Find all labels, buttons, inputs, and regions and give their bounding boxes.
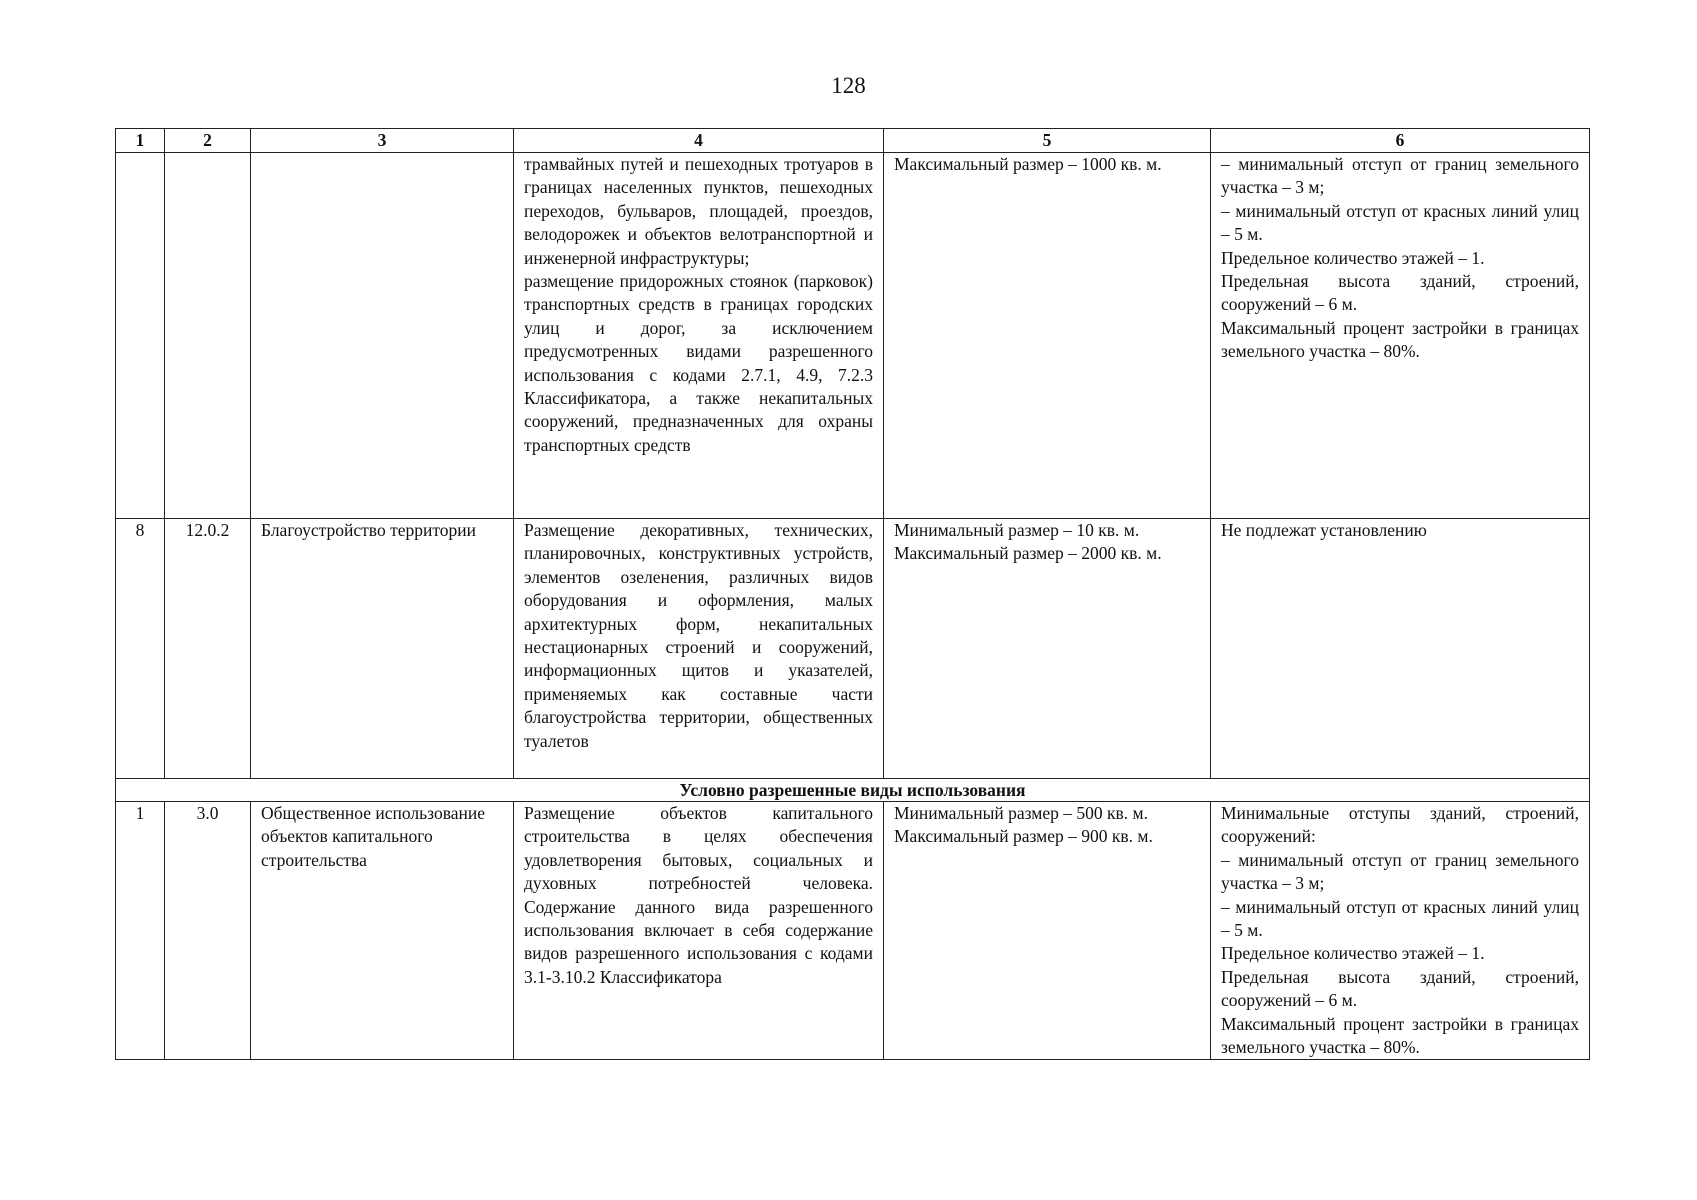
row-params — [1211, 153, 1590, 519]
size-line: Максимальный размер – 1000 кв. м. — [894, 154, 1162, 174]
param-line: Максимальный процент застройки в границах земельного участка – 80%. — [1221, 317, 1579, 362]
row-description — [514, 802, 884, 1060]
page-number: 128 — [831, 73, 866, 98]
header-col-2: 2 — [165, 129, 251, 153]
row-number: 8 — [116, 519, 165, 779]
header-col-4: 4 — [514, 129, 884, 153]
param-line: Максимальный процент застройки в границах земельного участка – 80%. — [1221, 1013, 1579, 1058]
size-line: Минимальный размер – 500 кв. м. — [894, 803, 1148, 823]
row-code: 3.0 — [165, 802, 251, 1060]
description-paragraph: трамвайных путей и пешеходных тротуаров в границах населенных пунктов, пешеходных переходов, бульваров, площадей, проездов, велодорожек и объектов велотранспортной и инженерной инфраструктуры; — [524, 154, 873, 268]
table-header-row — [116, 129, 1590, 153]
description-paragraph: размещение придорожных стоянок (парковок) транспортных средств в границах городских улиц и дорог, за исключением предусмотренных видами разрешенного использования с кодами 2.7.1, 4.9, 7.2.3 Классификатора, а также некапитальных сооружений, предназначенных для охраны транспортных средств — [524, 271, 873, 455]
table-row — [116, 153, 1590, 519]
param-line: – минимальный отступ от границ земельного участка – 3 м; — [1221, 154, 1579, 198]
param-line: Предельное количество этажей – 1. — [1221, 943, 1485, 964]
header-col-6: 6 — [1211, 129, 1590, 153]
header-col-3: 3 — [251, 129, 514, 153]
description-paragraph: Размещение объектов капитального строительства в целях обеспечения удовлетворения бытовых, социальных и духовных потребностей человека. Содержание данного вида разрешенного использования включает в себя содержание видов разрешенного использования с кодами 3.1-3.10.2 Классификатора — [524, 803, 873, 987]
row-size — [884, 802, 1211, 1060]
row-code — [165, 153, 251, 519]
param-line: Минимальные отступы зданий, строений, сооружений: — [1221, 803, 1579, 847]
row-params — [1211, 519, 1590, 779]
table-row — [116, 519, 1590, 779]
param-line: Предельная высота зданий, строений, сооружений – 6 м. — [1221, 966, 1579, 1011]
size-line: Минимальный размер – 10 кв. м. — [894, 520, 1140, 540]
row-number — [116, 153, 165, 519]
land-use-table — [115, 128, 1590, 1060]
header-col-1: 1 — [116, 129, 165, 153]
param-line: – минимальный отступ от границ земельного участка – 3 м; — [1221, 849, 1579, 894]
row-size — [884, 519, 1211, 779]
row-code: 12.0.2 — [165, 519, 251, 779]
table-row — [116, 802, 1590, 1060]
row-name — [251, 153, 514, 519]
row-description — [514, 519, 884, 779]
description-paragraph: Размещение декоративных, технических, планировочных, конструктивных устройств, элементов озеленения, различных видов оборудования и оформления, малых архитектурных форм, некапитальных нестационарных строений и сооружений, информационных щитов и указателей, применяемых как составные части благоустройства территории, общественных туалетов — [524, 520, 873, 751]
size-line: Максимальный размер – 2000 кв. м. — [894, 543, 1162, 564]
row-number: 1 — [116, 802, 165, 1060]
param-line: – минимальный отступ от красных линий улиц – 5 м. — [1221, 200, 1579, 245]
section-header-row — [116, 779, 1590, 802]
row-name: Благоустройство территории — [251, 519, 514, 779]
row-params — [1211, 802, 1590, 1060]
param-line: – минимальный отступ от красных линий улиц – 5 м. — [1221, 896, 1579, 941]
size-line: Максимальный размер – 900 кв. м. — [894, 826, 1153, 847]
param-line: Предельная высота зданий, строений, сооружений – 6 м. — [1221, 271, 1579, 315]
row-description — [514, 153, 884, 519]
section-title: Условно разрешенные виды использования — [116, 779, 1590, 802]
header-col-5: 5 — [884, 129, 1211, 153]
param-line: Предельное количество этажей – 1. — [1221, 247, 1485, 268]
row-name: Общественное использование объектов капитального строительства — [251, 802, 514, 1060]
param-line: Не подлежат установлению — [1221, 520, 1427, 540]
row-size — [884, 153, 1211, 519]
